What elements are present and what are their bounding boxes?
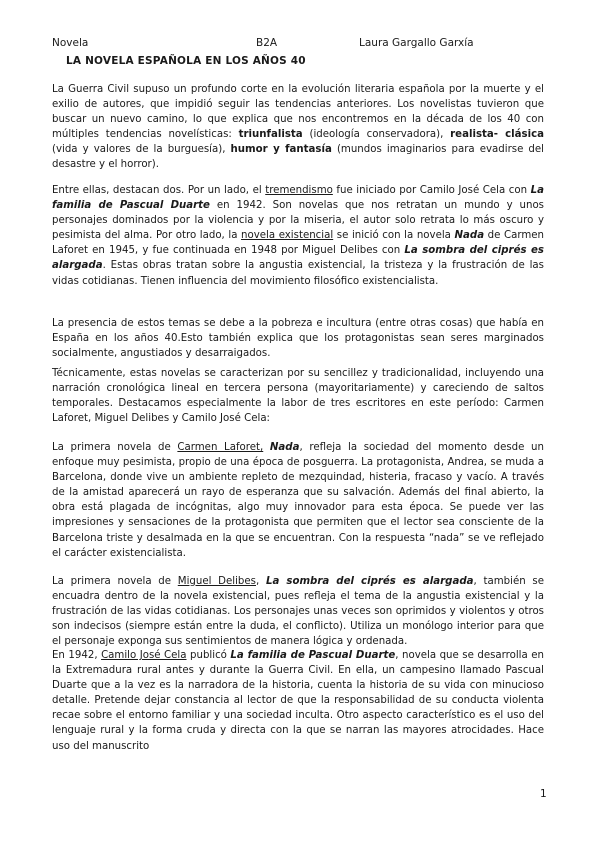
- paragraph-laforet: La primera novela de Carmen Laforet, Nada, refleja la sociedad del momento desde un enfoque muy pesimista, propio de una época de posguerra. La protagonista, Andrea, se muda a Barcelona, donde vive un ambiente repleto de mezquindad, histeria, fracaso y vacío. A través de la amistad aparecerá un rayo de esperanza que su salvación. Además del final abierto, la obra está plagada de incógnitas, algo muy innovador para esta época. Se puede ver las impresiones y sensaciones de la protagonista que permiten que el lector sea consciente de la Barcelona triste y desalmada en la que se encuentran. Con la respuesta “nada” se ve reflejado el carácter existencialista.: [52, 442, 544, 559]
- paragraph-delibes: La primera novela de Miguel Delibes, La sombra del ciprés es alargada, también se encuadra dentro de la novela existencial, pues refleja el tema de la angustia existencial y la frustración de las vidas cotidianas. Los personajes unas veces son oprimidos y violentos y otros son indecisos (siempre están entre la duda, el conflicto). Utiliza un monólogo interior para que el personaje exponga sus sentimientos de manera lógica y ordenada.: [52, 576, 545, 648]
- header-subject: Novela: [52, 37, 89, 49]
- term-tremendismo: tremendismo: [265, 185, 333, 196]
- term-humor-fantasia: humor y fantasía: [230, 144, 332, 156]
- paragraph-cela: En 1942, Camilo José Cela publicó La familia de Pascual Duarte, novela que se desarrolla en la Extremadura rural antes y durante la Guerra Civil. En ella, un campesino llamado Pascual Duarte que a la vez es la narradora de la historia, cuenta la historia de su vida con minucioso detalle. Pretende dejar constancia al lector de que la responsabilidad de su conducta violenta recae sobre el entorno familiar y una sociedad inculta. Otro aspecto característico es el uso del lenguaje rural y la forma cruda y directa con la que se narran las mayores atrocidades. Hace uso del manuscrito: [52, 650, 544, 752]
- book-sombra-title: La sombra del ciprés es alargada: [265, 576, 474, 587]
- term-novela-existencial: novela existencial: [241, 230, 334, 242]
- header-level: B2A: [256, 37, 278, 49]
- document-title: LA NOVELA ESPAÑOLA EN LOS AÑOS 40: [66, 55, 306, 67]
- book-pascual-duarte: La familia de Pascual Duarte: [52, 185, 544, 212]
- book-sombra-cipres: La sombra del ciprés es alargada: [52, 245, 544, 272]
- header-author: Laura Gargallo Garxía: [359, 37, 474, 49]
- term-triunfalista: triunfalista: [238, 129, 303, 141]
- paragraph-technique: Técnicamente, estas novelas se caracterizan por su sencillez y tradicionalidad, incluyendo una narración cronológica lineal en tercera persona (mayoritariamente) y careciendo de saltos temporales. Destacamos especialmente la labor de tres escritores en este período: Carmen Laforet, Miguel Delibes y Camilo José Cela:: [52, 368, 544, 425]
- author-camilo-jose-cela: Camilo José Cela: [101, 650, 187, 661]
- paragraph-context: La presencia de estos temas se debe a la pobreza e incultura (entre otras cosas) que había en España en los años 40.Esto también explica que los protagonistas sean seres marginados socialmente, angustiados y desarraigados.: [52, 318, 544, 360]
- page-number: 1: [540, 788, 547, 800]
- book-nada-title: Nada: [269, 442, 300, 453]
- paragraph-intro: La Guerra Civil supuso un profundo corte en la evolución literaria española por la muerte y el exilio de autores, que impidió seguir las tendencias anteriores. Los novelistas tuvieron que buscar un nuevo camino, lo que explica que nos encontremos en la década de los 40 con múltiples tendencias novelísticas: triunfalista (ideología conservadora), realista- clásica (vida y valores de la burguesía), humor y fantasía (mundos imaginarios para evadirse del desastre y el horror).: [52, 84, 544, 171]
- term-realista-clasica: realista- clásica: [450, 129, 544, 141]
- author-carmen-laforet: Carmen Laforet,: [177, 442, 264, 453]
- book-nada: Nada: [454, 230, 485, 242]
- paragraph-tendencies: Entre ellas, destacan dos. Por un lado, el tremendismo fue iniciado por Camilo José Cela con La familia de Pascual Duarte en 1942. Son novelas que nos retratan un mundo y unos personajes dominados por la violencia y por la miseria, el autor solo retrata lo más oscuro y pesimista del alma. Por otro lado, la novela existencial se inició con la novela Nada de Carmen Laforet en 1945, y fue continuada en 1948 por Miguel Delibes con La sombra del ciprés es alargada. Estas obras tratan sobre la angustia existencial, la tristeza y la frustración de las vidas cotidianas. Tienen influencia del movimiento filosófico existencialista.: [52, 185, 545, 287]
- book-pascual-title: La familia de Pascual Duarte: [230, 650, 396, 661]
- author-miguel-delibes: Miguel Delibes: [177, 576, 256, 587]
